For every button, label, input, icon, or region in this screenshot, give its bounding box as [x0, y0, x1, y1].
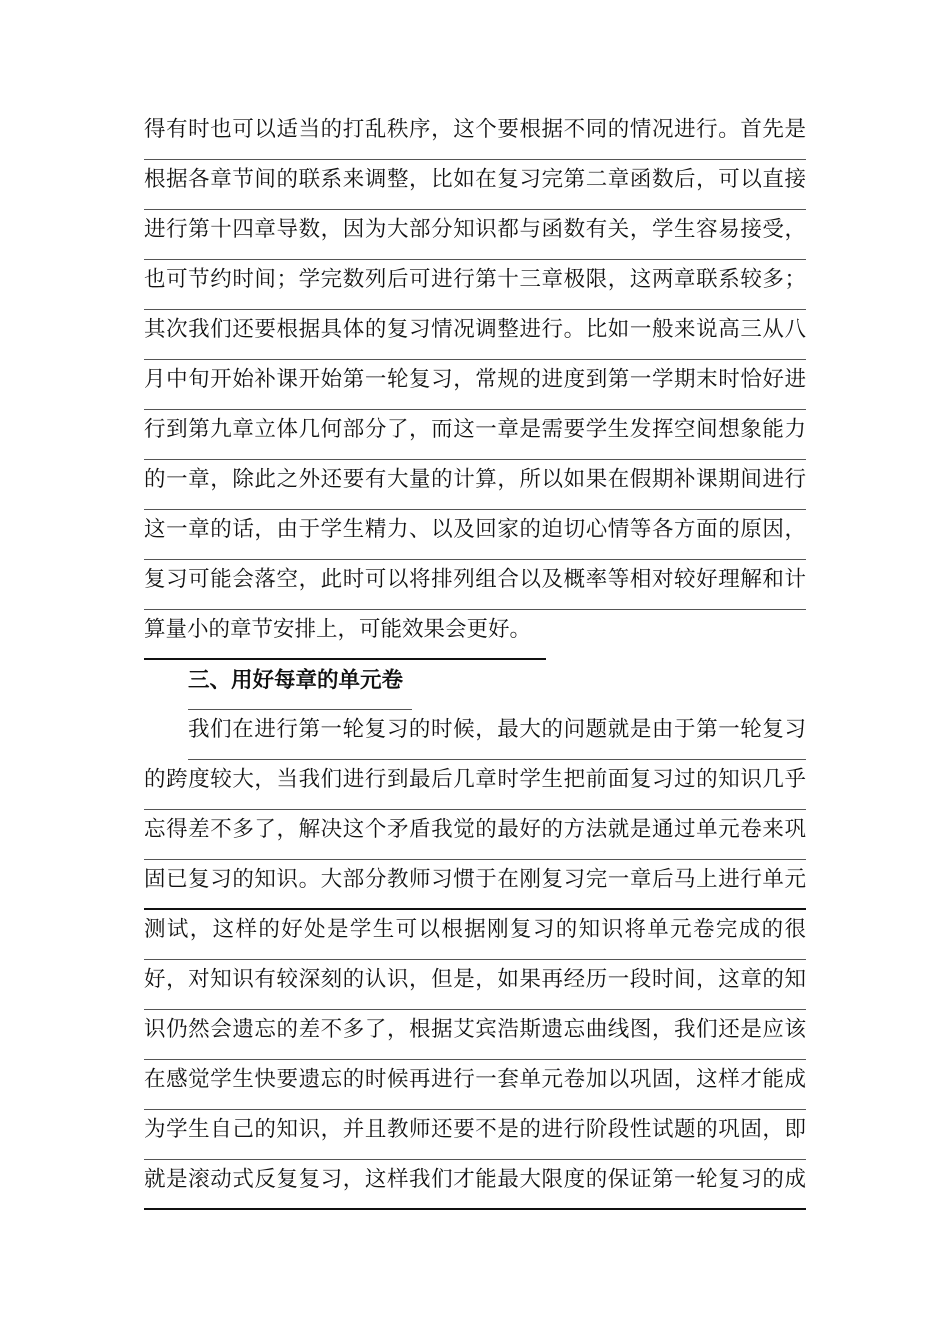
paragraph-line: 在感觉学生快要遗忘的时候再进行一套单元卷加以巩固，这样才能成	[144, 1060, 806, 1110]
paragraph-line: 好，对知识有较深刻的认识，但是，如果再经历一段时间，这章的知	[144, 960, 806, 1010]
paragraph-line: 算量小的章节安排上，可能效果会更好。	[144, 610, 546, 660]
paragraph-line: 的一章，除此之外还要有大量的计算，所以如果在假期补课期间进行	[144, 460, 806, 510]
paragraph-line: 就是滚动式反复复习，这样我们才能最大限度的保证第一轮复习的成	[144, 1160, 806, 1210]
paragraph-line: 忘得差不多了，解决这个矛盾我觉的最好的方法就是通过单元卷来巩	[144, 810, 806, 860]
paragraph-line: 根据各章节间的联系来调整，比如在复习完第二章函数后，可以直接	[144, 160, 806, 210]
paragraph-line: 其次我们还要根据具体的复习情况调整进行。比如一般来说高三从八	[144, 310, 806, 360]
paragraph-line: 得有时也可以适当的打乱秩序，这个要根据不同的情况进行。首先是	[144, 110, 806, 160]
paragraph-line: 测试，这样的好处是学生可以根据刚复习的知识将单元卷完成的很	[144, 910, 806, 960]
paragraph-line: 复习可能会落空，此时可以将排列组合以及概率等相对较好理解和计	[144, 560, 806, 610]
paragraph-line: 进行第十四章导数，因为大部分知识都与函数有关，学生容易接受，	[144, 210, 806, 260]
paragraph-line: 识仍然会遗忘的差不多了，根据艾宾浩斯遗忘曲线图，我们还是应该	[144, 1010, 806, 1060]
paragraph-line: 为学生自己的知识，并且教师还要不是的进行阶段性试题的巩固，即	[144, 1110, 806, 1160]
paragraph-line: 固已复习的知识。大部分教师习惯于在刚复习完一章后马上进行单元	[144, 860, 806, 910]
section-heading: 三、用好每章的单元卷	[188, 660, 412, 710]
paragraph-line: 的跨度较大，当我们进行到最后几章时学生把前面复习过的知识几乎	[144, 760, 806, 810]
paragraph-line: 我们在进行第一轮复习的时候，最大的问题就是由于第一轮复习	[188, 710, 806, 760]
paragraph-line: 也可节约时间；学完数列后可进行第十三章极限，这两章联系较多；	[144, 260, 806, 310]
paragraph-line: 这一章的话，由于学生精力、以及回家的迫切心情等各方面的原因，	[144, 510, 806, 560]
paragraph-line: 月中旬开始补课开始第一轮复习，常规的进度到第一学期末时恰好进	[144, 360, 806, 410]
paragraph-line: 行到第九章立体几何部分了，而这一章是需要学生发挥空间想象能力	[144, 410, 806, 460]
